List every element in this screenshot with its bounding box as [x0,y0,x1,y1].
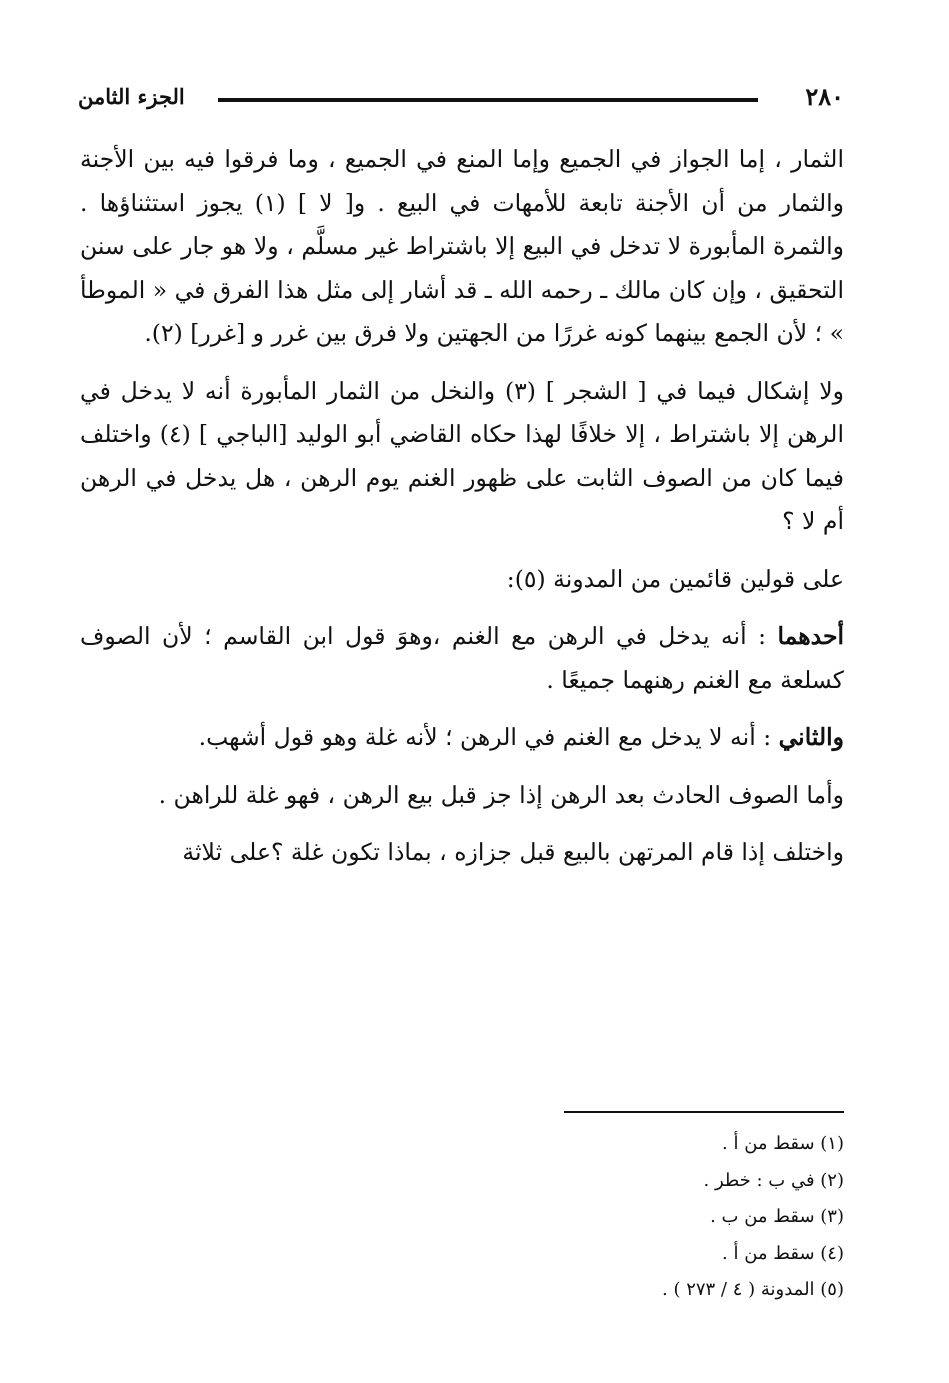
paragraph-5-lead: والثاني [778,723,844,751]
footnote-item: (١) سقط من أ . [722,1133,844,1154]
paragraph-5-text: : أنه لا يدخل مع الغنم في الرهن ؛ لأنه غلة وهو قول أشهب. [198,723,779,751]
paragraph-1: الثمار ، إما الجواز في الجميع وإما المنع في الجميع ، وما فرقوا فيه بين الأجنة والثمار من أن الأجنة تابعة للأمهات في البيع . و[ لا ] (١) يجوز استثناؤها . والثمرة المأبورة لا تدخل في البيع إلا باشتراط غير مسلَّم ، ولا هو جار على سنن التحقيق ، وإن كان مالك ـ رحمه الله ـ قد أشار إلى مثل هذا الفرق في « الموطأ » ؛ لأن الجمع بينهما كونه غررًا من الجهتين ولا فرق بين غرر و [غرر] (٢). [79,145,845,347]
running-title: الجزء الثامن [78,84,185,109]
paragraph-2: ولا إشكال فيما في [ الشجر ] (٣) والنخل من الثمار المأبورة أنه لا يدخل في الرهن إلا باشتراط ، إلا خلافًا لهذا حكاه القاضي أبو الوليد [الباجي ] (٤) واختلف فيما كان من الصوف الثابت على ظهور الغنم يوم الرهن ، هل يدخل في الرهن أم لا ؟ [80,376,844,535]
page-number: ٢٨٠ [805,82,844,111]
footnote-item: (٣) سقط من ب . [710,1206,844,1227]
paragraph-6: وأما الصوف الحادث بعد الرهن إذا جز قبل بيع الرهن ، فهو غلة للراهن . [158,780,844,809]
footnote-item: (٥) المدونة ( ٤ / ٢٧٣ ) . [662,1279,844,1300]
paragraph-3: على قولين قائمين من المدونة (٥): [506,564,844,593]
footnote-item: (٢) في ب : خطر . [703,1169,844,1191]
paragraph-4-text: : أنه يدخل في الرهن مع الغنم ،وهوَ قول ابن القاسم ؛ لأن الصوف كسلعة مع الغنم رهنهما جميعًا . [80,622,844,694]
paragraph-5 [80,716,844,760]
main-text [80,138,844,889]
page-header [78,78,844,118]
paragraph-7: واختلف إذا قام المرتهن بالبيع قبل جزازه ، بماذا تكون غلة ؟على ثلاثة [182,838,844,866]
footnotes [344,1126,844,1309]
paragraph-4 [80,615,844,702]
header-rule [218,98,758,102]
footnote-separator [564,1111,844,1113]
footnote-item: (٤) سقط من أ . [722,1242,844,1264]
paragraph-4-lead: أحدهما [777,622,844,650]
